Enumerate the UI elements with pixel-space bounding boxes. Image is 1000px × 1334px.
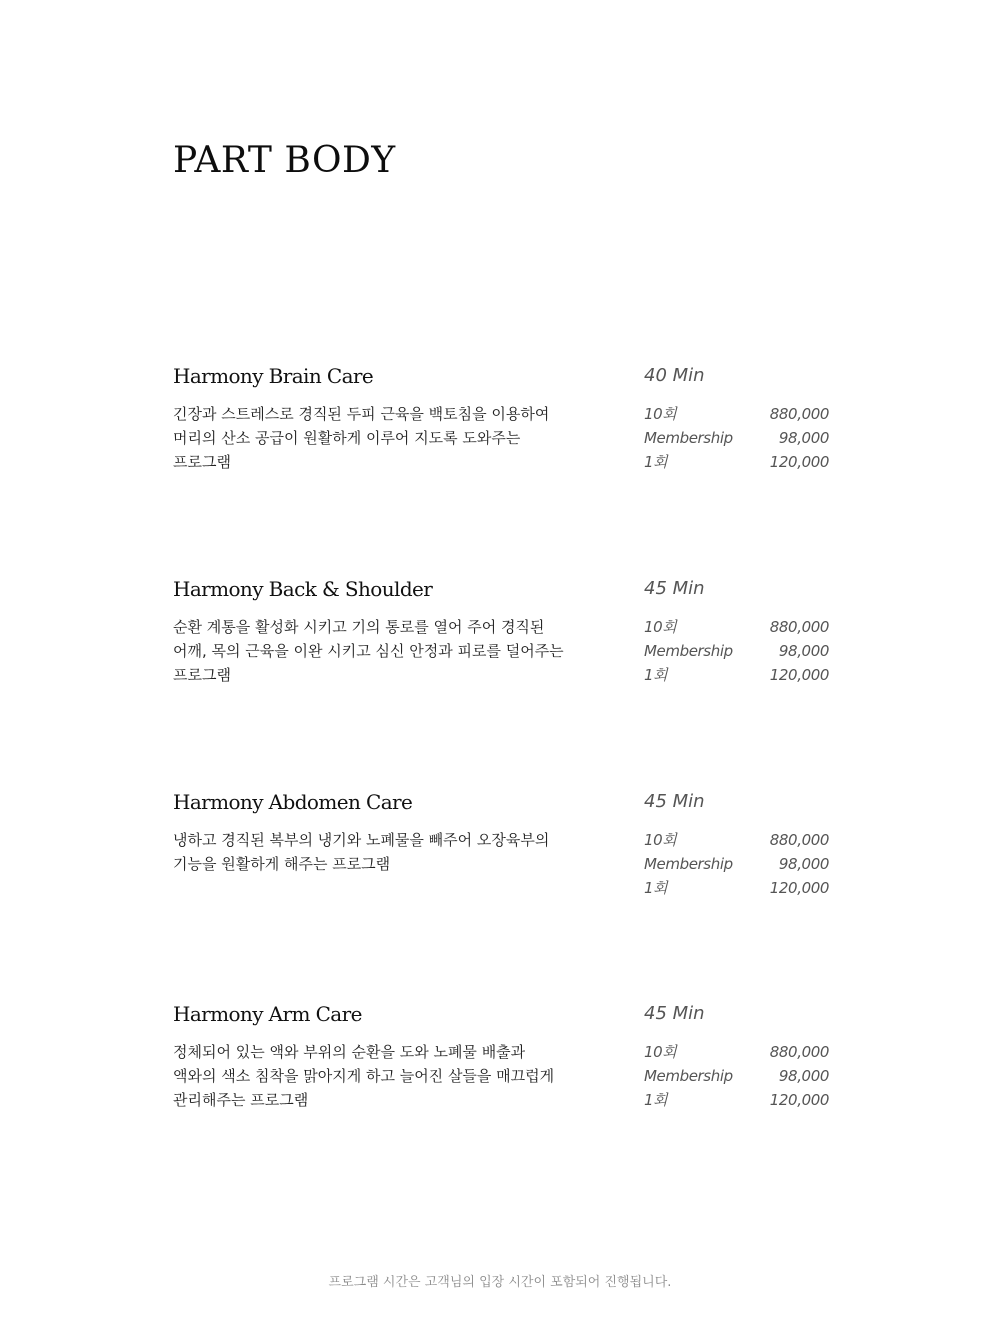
price-row-10-sessions (644, 402, 829, 426)
price-value: 880,000 (769, 831, 829, 849)
price-label: Membership (644, 429, 733, 447)
price-value: 98,000 (778, 1067, 829, 1085)
service-harmony-back-shoulder (173, 577, 833, 707)
service-name: Harmony Arm Care (173, 1002, 362, 1026)
price-label: Membership (644, 1067, 733, 1085)
service-name: Harmony Abdomen Care (173, 790, 413, 814)
price-value: 98,000 (778, 429, 829, 447)
price-label: Membership (644, 855, 733, 873)
price-row-membership (644, 852, 829, 876)
price-label: 10회 (644, 405, 677, 423)
price-row-10-sessions (644, 1040, 829, 1064)
service-description: 순환 계통을 활성화 시키고 기의 통로를 열어 주어 경직된 어깨, 목의 근육을 이완 시키고 심신 안정과 피로를 덜어주는 프로그램 (173, 618, 564, 684)
service-description: 냉하고 경직된 복부의 냉기와 노폐물을 빼주어 오장육부의 기능을 원활하게 해주는 프로그램 (173, 831, 550, 873)
page-title: PART BODY (173, 140, 396, 181)
service-duration: 40 Min (644, 365, 705, 386)
footer-note: 프로그램 시간은 고객님의 입장 시간이 포함되어 진행됩니다. (328, 1275, 672, 1290)
price-value: 880,000 (769, 1043, 829, 1061)
price-value: 120,000 (769, 453, 829, 471)
service-duration: 45 Min (644, 791, 705, 812)
price-label: Membership (644, 642, 733, 660)
price-row-single-session (644, 1088, 829, 1112)
price-list (644, 402, 829, 474)
price-row-membership (644, 1064, 829, 1088)
price-value: 120,000 (769, 666, 829, 684)
service-duration: 45 Min (644, 578, 705, 599)
service-harmony-arm-care (173, 1002, 833, 1132)
price-value: 880,000 (769, 618, 829, 636)
price-list (644, 1040, 829, 1112)
price-value: 120,000 (769, 1091, 829, 1109)
price-row-single-session (644, 876, 829, 900)
price-list (644, 615, 829, 687)
price-row-10-sessions (644, 828, 829, 852)
service-description: 정체되어 있는 액와 부위의 순환을 도와 노폐물 배출과 액와의 색소 침착을 맑아지게 하고 늘어진 살들을 매끄럽게 관리해주는 프로그램 (173, 1043, 555, 1109)
price-row-single-session (644, 450, 829, 474)
price-row-10-sessions (644, 615, 829, 639)
price-row-single-session (644, 663, 829, 687)
price-label: 1회 (644, 666, 668, 684)
price-label: 10회 (644, 831, 677, 849)
service-harmony-brain-care (173, 364, 833, 494)
price-row-membership (644, 426, 829, 450)
price-value: 120,000 (769, 879, 829, 897)
price-list (644, 828, 829, 900)
price-label: 10회 (644, 1043, 677, 1061)
price-value: 98,000 (778, 855, 829, 873)
service-description: 긴장과 스트레스로 경직된 두피 근육을 백토침을 이용하여 머리의 산소 공급이 원활하게 이루어 지도록 도와주는 프로그램 (173, 405, 550, 471)
service-duration: 45 Min (644, 1003, 705, 1024)
price-label: 1회 (644, 879, 668, 897)
service-name: Harmony Brain Care (173, 364, 374, 388)
service-harmony-abdomen-care (173, 790, 833, 920)
price-label: 10회 (644, 618, 677, 636)
price-value: 880,000 (769, 405, 829, 423)
service-name: Harmony Back & Shoulder (173, 577, 433, 601)
price-value: 98,000 (778, 642, 829, 660)
price-row-membership (644, 639, 829, 663)
price-label: 1회 (644, 1091, 668, 1109)
price-label: 1회 (644, 453, 668, 471)
